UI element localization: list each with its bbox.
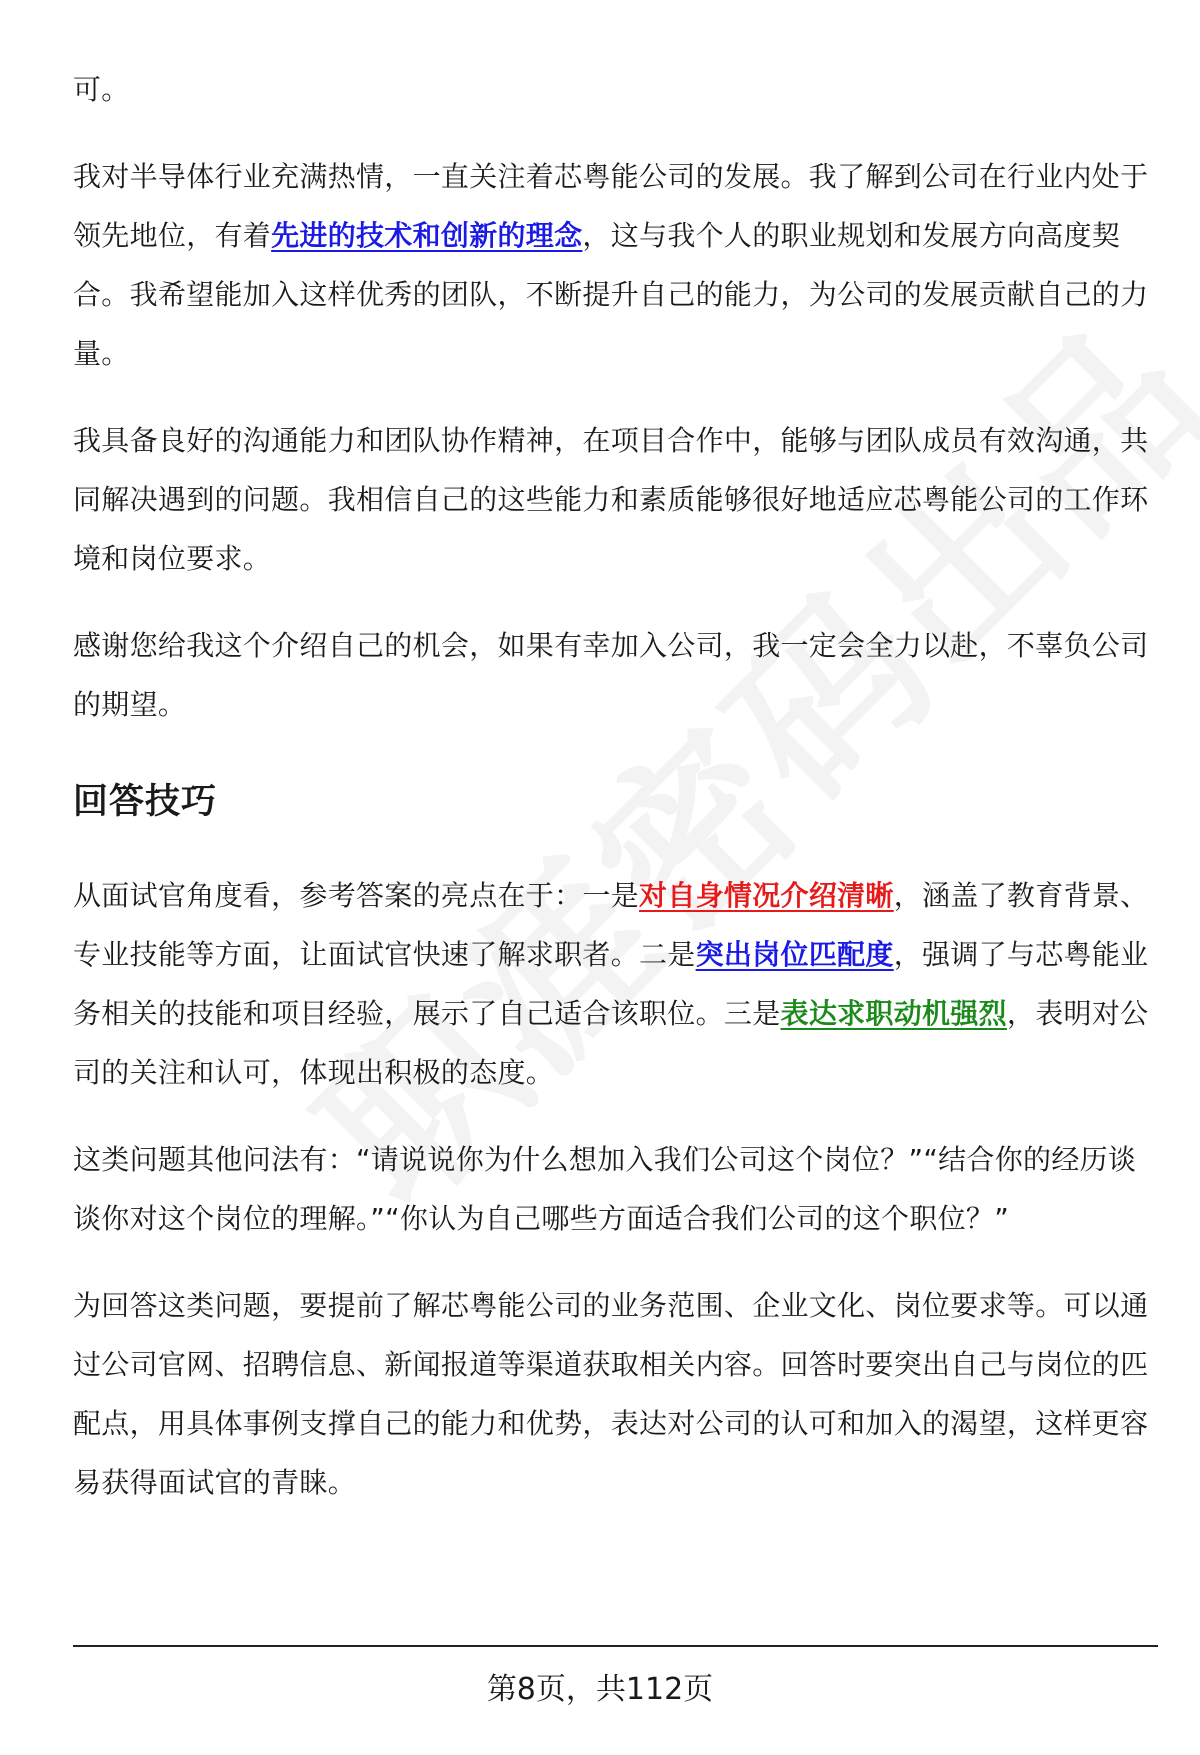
highlight-motivation: 表达求职动机强烈 xyxy=(780,997,1007,1030)
paragraph-tips-part2: ，涵盖了教育背景、专业技能等方面，让面试官快速了解求职者。二是 xyxy=(73,879,1149,971)
paragraph-passion-after: ，这与我个人的职业规划和发展方向高度契合。我希望能加入这样优秀的团队，不断提升自己的能力，为公司的发展贡献自己的力量。 xyxy=(73,219,1149,370)
highlight-advanced-tech: 先进的技术和创新的理念 xyxy=(271,219,583,252)
paragraph-thanks: 感谢您给我这个介绍自己的机会，如果有幸加入公司，我一定会全力以赴，不辜负公司的期望。 xyxy=(73,629,1149,721)
paragraph-variants: 这类问题其他问法有：“请说说你为什么想加入我们公司这个岗位？”“结合你的经历谈谈你对这个岗位的理解。”“你认为自己哪些方面适合我们公司的这个职位？” xyxy=(73,1143,1137,1235)
paragraph-tips-part4: ，表明对公司的关注和认可，体现出积极的态度。 xyxy=(73,997,1149,1089)
page-number: 第8页，共112页 xyxy=(486,1672,714,1707)
paragraph-passion-before: 我对半导体行业充满热情，一直关注着芯粤能公司的发展。我了解到公司在行业内处于领先地位，有着 xyxy=(73,160,1149,252)
paragraph-tips-part3: ，强调了与芯粤能业务相关的技能和项目经验，展示了自己适合该职位。三是 xyxy=(73,938,1149,1030)
paragraph-passion xyxy=(73,147,1158,383)
highlight-self-intro-clear: 对自身情况介绍清晰 xyxy=(639,879,894,912)
paragraph-advice: 为回答这类问题，要提前了解芯粤能公司的业务范围、企业文化、岗位要求等。可以通过公司官网、招聘信息、新闻报道等渠道获取相关内容。回答时要突出自己与岗位的匹配点，用具体事例支撑自己的能力和优势，表达对公司的认可和加入的渴望，这样更容易获得面试官的青睐。 xyxy=(73,1289,1149,1499)
paragraph-tips-part1: 从面试官角度看，参考答案的亮点在于：一是 xyxy=(73,879,640,912)
paragraph-intro-tail: 可。 xyxy=(73,73,130,106)
paragraph-skills: 我具备良好的沟通能力和团队协作精神，在项目合作中，能够与团队成员有效沟通，共同解决遇到的问题。我相信自己的这些能力和素质能够很好地适应芯粤能公司的工作环境和岗位要求。 xyxy=(73,424,1149,575)
paragraph-tips xyxy=(73,866,1158,1102)
footer-divider xyxy=(73,1645,1158,1647)
highlight-job-match: 突出岗位匹配度 xyxy=(695,938,894,971)
section-heading: 回答技巧 xyxy=(73,782,218,822)
document-body xyxy=(73,60,1158,1512)
